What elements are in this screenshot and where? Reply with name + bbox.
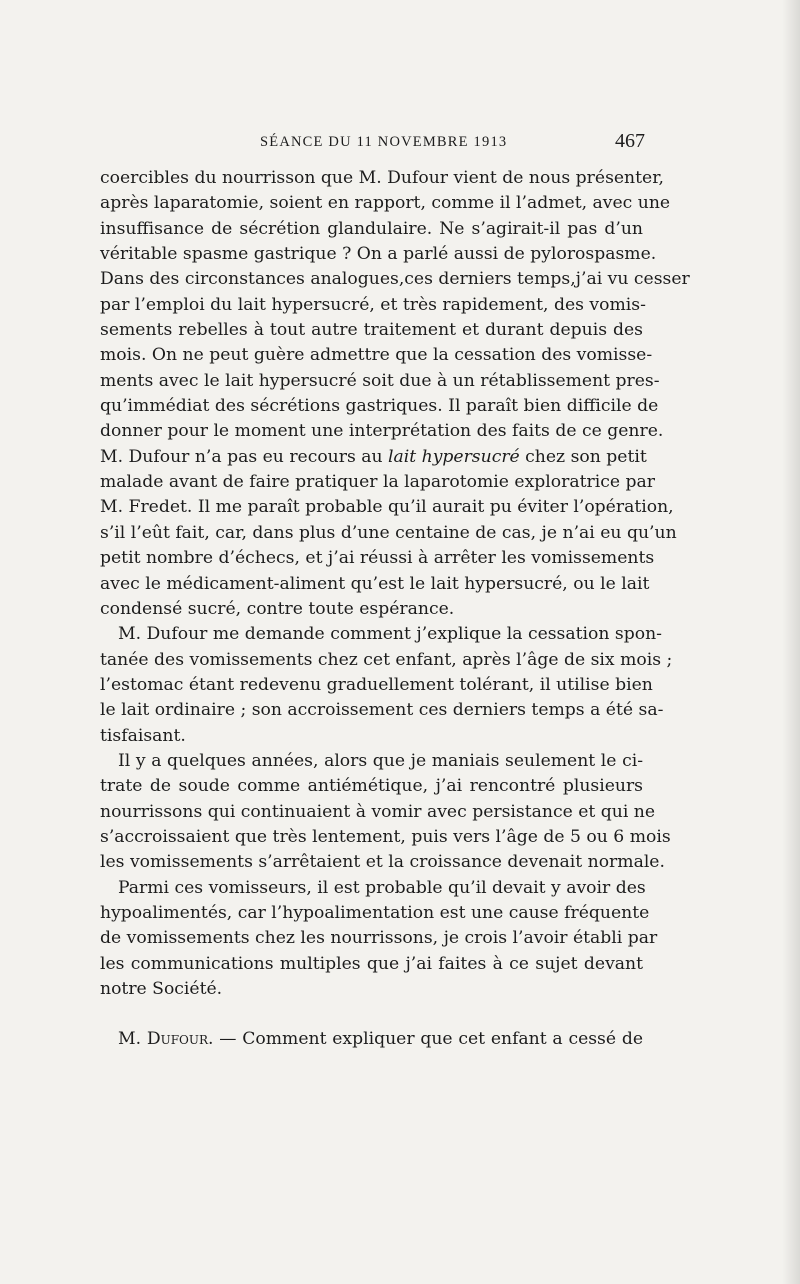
paragraph-1 bbox=[100, 166, 690, 622]
paragraph-4 bbox=[100, 876, 658, 1003]
text-line: Parmi ces vomisseurs, il est probable qu’il devait y avoir des bbox=[118, 877, 646, 898]
text-line: l’estomac étant redevenu graduellement tolérant, il utilise bien bbox=[100, 674, 653, 695]
text-line: coercibles du nourrisson que M. Dufour vient de nous présenter, bbox=[100, 168, 664, 188]
text-line: Il y a quelques années, alors que je maniais seulement le ci- bbox=[118, 750, 643, 771]
speaker-text: — Comment expliquer que cet enfant a cessé de bbox=[213, 1029, 643, 1050]
text-line: le lait ordinaire ; son accroissement ces derniers temps a été sa- bbox=[100, 700, 664, 721]
text-line: avec le médicament-aliment qu’est le lait hypersucré, ou le lait bbox=[100, 573, 650, 594]
text-line: les vomissements s’arrêtaient et la croissance devenait normale. bbox=[100, 852, 665, 873]
speaker-name: M. Dufour. bbox=[118, 1029, 214, 1050]
paragraph-gap bbox=[100, 1002, 643, 1027]
paragraph-3 bbox=[100, 749, 671, 876]
text-line: ments avec le lait hypersucré soit due à un rétablissement pres- bbox=[100, 370, 660, 391]
text-line: donner pour le moment une interprétation des faits de ce genre. bbox=[100, 421, 664, 442]
text-line-with-italic bbox=[100, 445, 647, 470]
text-line: M. Dufour me demande comment j’explique la cessation spon- bbox=[118, 624, 662, 645]
text-line: notre Société. bbox=[100, 979, 223, 999]
italic-term: lait hypersucré bbox=[388, 446, 520, 467]
text-line: Dans des circonstances analogues,ces derniers temps,j’ai vu cesser bbox=[100, 269, 690, 290]
text-span: M. Dufour n’a pas eu recours au bbox=[100, 446, 389, 467]
text-span: chez son petit bbox=[519, 446, 647, 467]
text-line: tisfaisant. bbox=[100, 725, 186, 746]
text-line: sements rebelles à tout autre traitement et durant depuis des bbox=[100, 320, 643, 341]
text-line: hypoalimentés, car l’hypoalimentation est une cause fréquente bbox=[100, 902, 650, 923]
text-line: s’accroissaient que très lentement, puis vers l’âge de 5 ou 6 mois bbox=[100, 826, 671, 847]
text-line: après laparatomie, soient en rapport, comme il l’admet, avec une bbox=[100, 193, 671, 214]
text-line: petit nombre d’échecs, et j’ai réussi à arrêter les vomissements bbox=[100, 548, 655, 569]
text-line: malade avant de faire pratiquer la laparotomie exploratrice par bbox=[100, 472, 655, 493]
text-line: véritable spasme gastrique ? On a parlé aussi de pylorospasme. bbox=[100, 244, 657, 265]
text-line: nourrissons qui continuaient à vomir avec persistance et qui ne bbox=[100, 801, 656, 822]
text-line: qu’immédiat des sécrétions gastriques. Il paraît bien difficile de bbox=[100, 396, 659, 417]
text-line: condensé sucré, contre toute espérance. bbox=[100, 598, 455, 619]
text-line: tanée des vomissements chez cet enfant, après l’âge de six mois ; bbox=[100, 649, 673, 670]
page-edge-shadow bbox=[782, 0, 800, 1284]
speaker-line bbox=[100, 1027, 643, 1052]
running-title: SÉANCE DU 11 NOVEMBRE 1913 bbox=[260, 134, 508, 150]
text-line: insuffisance de sécrétion glandulaire. Ne s’agirait-il pas d’un bbox=[100, 218, 643, 239]
text-line: mois. On ne peut guère admettre que la cessation des vomisse- bbox=[100, 345, 653, 366]
body-text bbox=[100, 166, 690, 1053]
text-line: par l’emploi du lait hypersucré, et très rapidement, des vomis- bbox=[100, 294, 646, 315]
text-line: les communications multiples que j’ai faites à ce sujet devant bbox=[100, 953, 643, 974]
text-line: trate de soude comme antiémétique, j’ai rencontré plusieurs bbox=[100, 776, 643, 797]
text-line: de vomissements chez les nourrissons, je crois l’avoir établi par bbox=[100, 928, 658, 949]
paragraph-2 bbox=[100, 622, 673, 749]
page-number: 467 bbox=[615, 130, 645, 152]
text-line: s’il l’eût fait, car, dans plus d’une centaine de cas, je n’ai eu qu’un bbox=[100, 522, 677, 543]
page-header bbox=[100, 130, 645, 156]
text-line: M. Fredet. Il me paraît probable qu’il aurait pu éviter l’opération, bbox=[100, 497, 674, 518]
